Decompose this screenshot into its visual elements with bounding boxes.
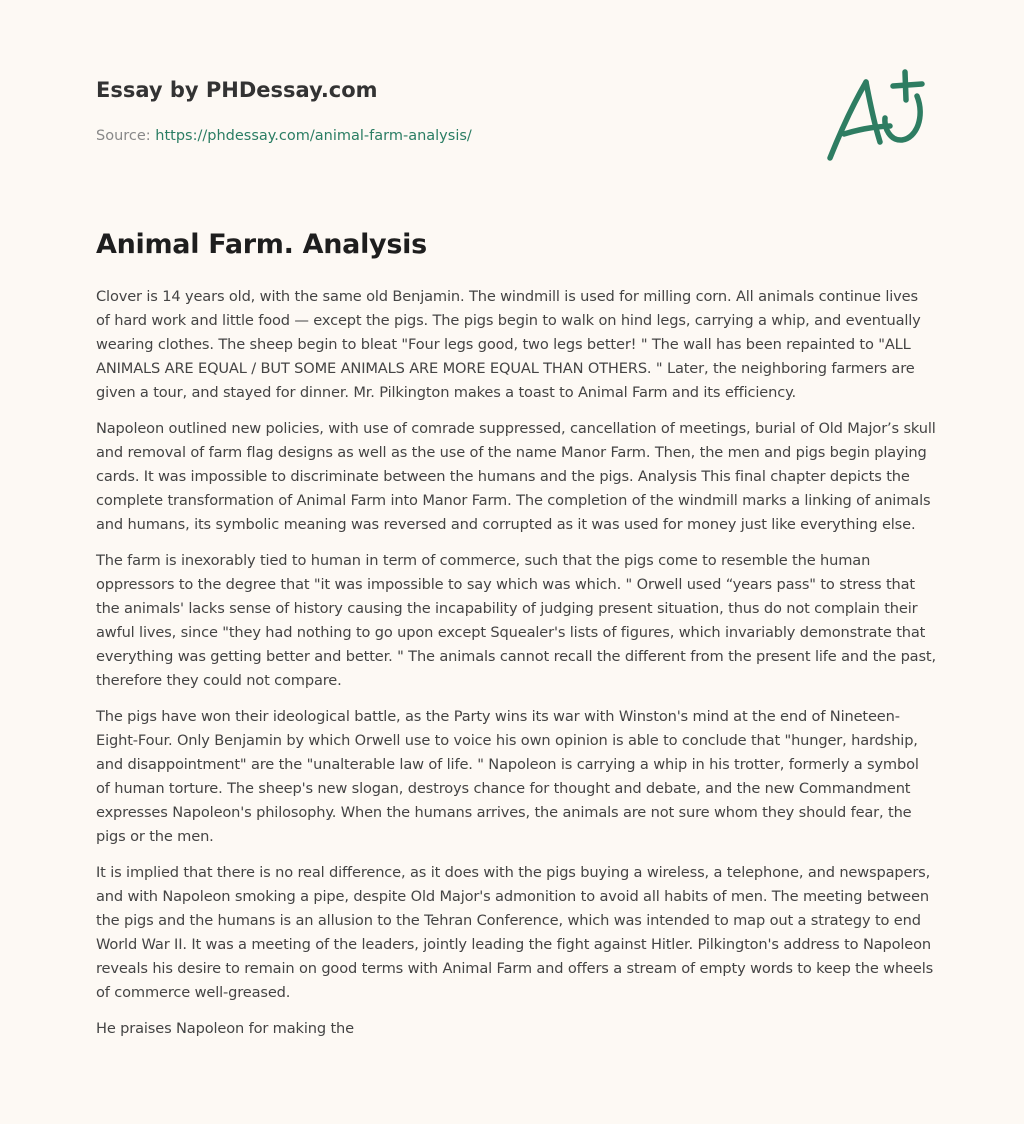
a-plus-grade-icon <box>822 68 932 168</box>
page-header <box>96 76 796 146</box>
article-title: Animal Farm. Analysis <box>96 229 427 260</box>
source-link[interactable]: https://phdessay.com/animal-farm-analysis/ <box>155 128 472 144</box>
source-line <box>96 126 796 146</box>
paragraph-6: He praises Napoleon for making the <box>96 1020 354 1037</box>
site-title: Essay by PHDessay.com <box>96 78 378 102</box>
paragraph-4: The pigs have won their ideological battle, as the Party wins its war with Winston's mind at the end of Nineteen-Eight-Four. Only Benjamin by which Orwell use to voice his own opinion is able to conclude that "hunger, hardship, and disappointment" are the "unalterable law of life. " Napoleon is carrying a whip in his trotter, formerly a symbol of human torture. The sheep's new slogan, destroys chance for thought and debate, and the new Commandment expresses Napoleon's philosophy. When the humans arrives, the animals are not sure whom they should fear, the pigs or the men. <box>96 708 919 845</box>
source-label: Source: <box>96 128 151 144</box>
paragraph-1: Clover is 14 years old, with the same old Benjamin. The windmill is used for milling corn. All animals continue lives of hard work and little food — except the pigs. The pigs begin to walk on hind legs, carrying a whip, and eventually wearing clothes. The sheep begin to bleat "Four legs good, two legs better! " The wall has been repainted to "ALL ANIMALS ARE EQUAL / BUT SOME ANIMALS ARE MORE EQUAL THAN OTHERS. " Later, the neighboring farmers are given a tour, and stayed for dinner. Mr. Pilkington makes a toast to Animal Farm and its efficiency. <box>96 288 921 401</box>
article-body <box>96 285 936 1053</box>
paragraph-5: It is implied that there is no real difference, as it does with the pigs buying a wireless, a telephone, and newspapers, and with Napoleon smoking a pipe, despite Old Major's admonition to avoid all habits of men. The meeting between the pigs and the humans is an allusion to the Tehran Conference, which was intended to map out a strategy to end World War II. It was a meeting of the leaders, jointly leading the fight against Hitler. Pilkington's address to Napoleon reveals his desire to remain on good terms with Animal Farm and offers a stream of empty words to keep the wheels of commerce well-greased. <box>96 864 934 1001</box>
paragraph-2: Napoleon outlined new policies, with use of comrade suppressed, cancellation of meetings, burial of Old Major’s skull and removal of farm flag designs as well as the use of the name Manor Farm. Then, the men and pigs begin playing cards. It was impossible to discriminate between the humans and the pigs. Analysis This final chapter depicts the complete transformation of Animal Farm into Manor Farm. The completion of the windmill marks a linking of animals and humans, its symbolic meaning was reversed and corrupted as it was used for money just like everything else. <box>96 420 936 533</box>
paragraph-3: The farm is inexorably tied to human in term of commerce, such that the pigs come to resemble the human oppressors to the degree that "it was impossible to say which was which. " Orwell used “years pass" to stress that the animals' lacks sense of history causing the incapability of judging present situation, thus do not complain their awful lives, since "they had nothing to go upon except Squealer's lists of figures, which invariably demonstrate that everything was getting better and better. " The animals cannot recall the different from the present life and the past, therefore they could not compare. <box>96 552 936 689</box>
